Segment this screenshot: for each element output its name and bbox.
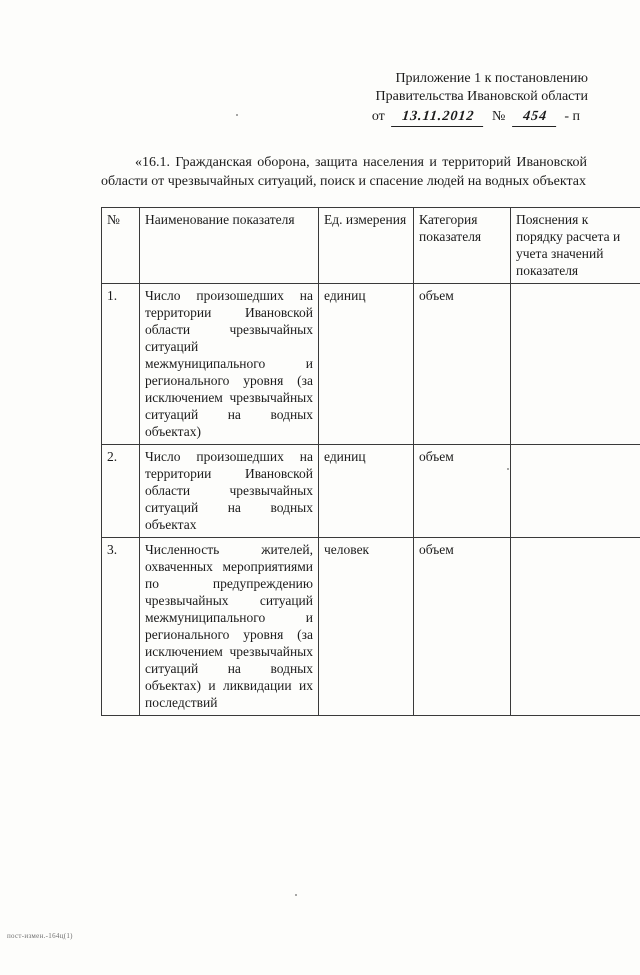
scan-artifact-dot bbox=[295, 894, 297, 896]
scan-artifact-dot bbox=[507, 468, 509, 470]
cell-unit: единиц bbox=[319, 445, 414, 538]
cell-unit: единиц bbox=[319, 284, 414, 445]
cell-name: Число произошедших на территории Ивановской области чрезвычайных ситуаций межмуниципального и регионального уровня (за исключением чрезвычайных ситуаций на водных объектах) bbox=[140, 284, 319, 445]
handwritten-date: 13.11.2012 bbox=[391, 109, 485, 127]
table-row bbox=[102, 538, 640, 716]
cell-name: Численность жителей, охваченных мероприятиями по предупреждению чрезвычайных ситуаций межмуниципального и регионального уровня (за исключением чрезвычайных ситуаций на водных объектах) и ликвидации их последствий bbox=[140, 538, 319, 716]
table-header-cell-0: № bbox=[102, 208, 140, 284]
cell-name: Число произошедших на территории Ивановской области чрезвычайных ситуаций на водных объектах bbox=[140, 445, 319, 538]
cell-notes bbox=[511, 538, 640, 716]
cell-notes bbox=[511, 284, 640, 445]
date-prefix: от bbox=[372, 109, 385, 124]
handwritten-doc-number: 454 bbox=[512, 109, 558, 127]
indicators-table bbox=[101, 207, 640, 716]
cell-category: объем bbox=[414, 538, 511, 716]
date-number-line bbox=[0, 109, 640, 127]
appendix-line-2: Правительства Ивановской области bbox=[0, 88, 588, 106]
appendix-line-1: Приложение 1 к постановлению bbox=[0, 70, 588, 88]
table-row bbox=[102, 445, 640, 538]
scan-footer-note: пост-измен.-164ц(1) bbox=[7, 932, 73, 940]
table-header-cell-3: Категория показателя bbox=[414, 208, 511, 284]
cell-notes bbox=[511, 445, 640, 538]
table-row bbox=[102, 284, 640, 445]
number-sign: № bbox=[492, 109, 505, 124]
cell-unit: человек bbox=[319, 538, 414, 716]
cell-category: объем bbox=[414, 445, 511, 538]
scan-artifact-dot bbox=[236, 114, 238, 116]
table-header-row bbox=[102, 208, 640, 284]
cell-num: 1. bbox=[102, 284, 140, 445]
cell-num: 2. bbox=[102, 445, 140, 538]
scanned-document-page bbox=[0, 70, 640, 975]
table-header-cell-4: Пояснения к порядку расчета и учета значений показателя bbox=[511, 208, 640, 284]
table-header-cell-1: Наименование показателя bbox=[140, 208, 319, 284]
number-suffix: - п bbox=[564, 109, 580, 124]
cell-num: 3. bbox=[102, 538, 140, 716]
section-intro-paragraph: «16.1. Гражданская оборона, защита населения и территорий Ивановской области от чрезвычайных ситуаций, поиск и спасение людей на водных объектах bbox=[101, 153, 587, 191]
cell-category: объем bbox=[414, 284, 511, 445]
table-header-cell-2: Ед. измерения bbox=[319, 208, 414, 284]
appendix-header bbox=[0, 70, 640, 106]
